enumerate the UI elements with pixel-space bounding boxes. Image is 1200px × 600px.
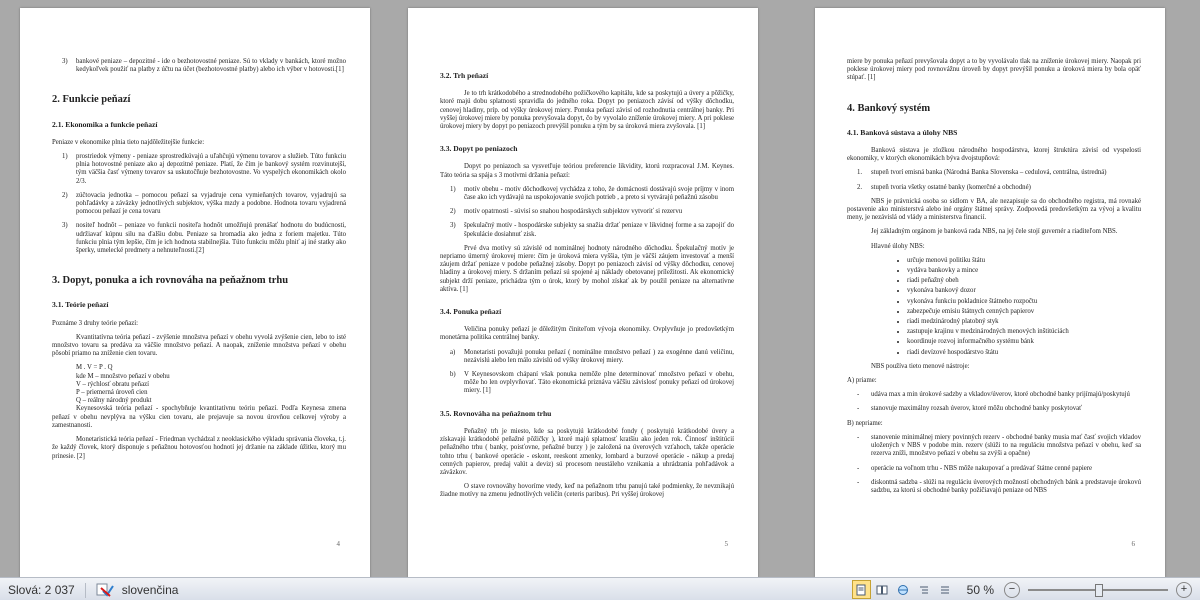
chapter-heading: 4. Bankový systém	[847, 102, 931, 114]
paragraph: B) nepriame:	[847, 419, 883, 427]
zoom-in-button[interactable]: +	[1176, 582, 1192, 598]
list-item-text: bankové peniaze – depozitné - ide o bezhotovostné peniaze. Sú to vklady v bankách, ktoré možno kedykoľvek použiť na platby z účtu na účet (bezhotovostné platby) alebo ich výber v hotovosti.[1]	[76, 58, 346, 74]
section-heading: 4.1. Banková sústava a úlohy NBS	[847, 127, 958, 137]
formula-line: V – rýchlosť obratu peňazí	[76, 380, 149, 388]
chapter-heading: 3. Dopyt, ponuka a ich rovnováha na peňažnom trhu	[52, 275, 289, 287]
list-item-text: špekulačný motív - hospodárske subjekty sa snažia držať peniaze v likvidnej forme a sa zapojiť do špekulácie dosiahnuť zisk.	[464, 222, 734, 238]
list-item-text: motív obehu - motív dôchodkovej vychádza z toho, že domácnosti dostávajú svoje príjmy v inom čase ako ich vydávajú na uspokojovanie svojich potrieb , a preto si vytvárajú peňažnú zásobu	[464, 185, 734, 202]
page-content	[52, 58, 346, 467]
bullet-item: • koordinuje rozvoj informačného systému bánk	[907, 338, 1141, 346]
list-item	[440, 186, 734, 202]
page-content	[847, 58, 1141, 501]
list-item	[847, 465, 1141, 473]
outline-view-button[interactable]	[915, 580, 934, 599]
paragraph: Kvantitatívna teória peňazí - zvýšenie množstva peňazí v obehu vyvolá zvýšenie cien, lebo to isté množstvo tovaru sa predáva za väčšie množstvo peňazí. A naopak, zníženie množstva peňazí v obehu pôsobí priamo na zníženie cien tovaru.	[52, 333, 346, 358]
list-item	[440, 222, 734, 238]
list-item	[847, 391, 1141, 399]
list-item-text: Monetaristi považujú ponuku peňazí ( nominálne množstvo peňazí ) za exogénne danú veličinu, nezávislú alebo len málo závislú od výšky úrokovej miery.	[464, 348, 734, 364]
bullet-item: • zastupuje krajinu v medzinárodných menových inštitúciách	[907, 328, 1141, 336]
section-heading: 3.4. Ponuka peňazí	[440, 307, 502, 317]
status-right	[852, 580, 1192, 599]
web-layout-view-button[interactable]	[894, 580, 913, 599]
list-item	[52, 222, 346, 255]
bullet-list	[847, 257, 1141, 357]
formula-line: Q – reálny národný produkt	[76, 397, 152, 405]
list-item-text: stupeň tvorí emisná banka (Národná Banka Slovenska – cedulová, centrálna, ústredná)	[871, 169, 1107, 177]
list-marker: -	[857, 478, 860, 486]
paragraph: Je to trh krátkodobého a strednodobého požičkového kapitálu, kde sa poskytujú a úvery a pôžičky, ktoré majú dobu splatnosti spravidla do jedného roka. Dopyt po peniazoch závisí od výšky dôchodku, cenovej hladiny, príp. od výšky úrokovej miery. Ponuka peňazí závisí od rozhodnutia centrálnej banky. Pri vyššej úrokovej miere by ponuka prevyšovala dopyt, čo by vyvolalo zníženie úrokovej miery. A pri poklese úrokovej miery by dopyt po peniazoch prevýšil ponuku a tým by sa úroková miera zvyšovala. [1]	[440, 90, 734, 131]
page-content	[440, 58, 734, 506]
list-item	[52, 58, 346, 74]
list-marker: 2)	[450, 208, 456, 216]
paragraph: Monetaristická teória peňazí - Friedman vychádzal z neoklasického výkladu správania človeka, t.j. že každý človek, ktorý disponuje s peňažnou hotovosťou hodnotí jej držanie na základe úžitku, ktorý mu prinesie. [2]	[52, 436, 346, 460]
word-count[interactable]: Slová: 2 037	[8, 583, 75, 597]
list-item-text: V Keynesovskom chápaní však ponuka nemôže plne determinovať množstvo peňazí v obehu, môže ho len ovplyvňovať. Táto ekonomická priznáva väčšiu závislosť ponuky peňazí od úrokovej miery. [1]	[464, 371, 734, 395]
list-item-text: udáva max a min úrokové sadzby a vkladov/úverov, ktoré obchodné banky prijímajú/poskytujú	[871, 391, 1130, 399]
list-marker: -	[857, 405, 860, 413]
paragraph: miere by ponuka peňazí prevyšovala dopyt a to by vyvolávalo tlak na zníženie úrokovej miery. Naopak pri poklese úrokovej miery pod rovnovážnu úroveň by dopyt prevýšil ponuku a úroková miera by bola opäť stúpať. [1]	[847, 58, 1141, 82]
list-item-text: operácie na voľnom trhu - NBS môže nakupovať a predávať štátne cenné papiere	[871, 464, 1093, 472]
list-item-text: nositeľ hodnôt – peniaze vo funkcii nositeľa hodnôt umožňujú prenášať hodnotu do budúcnosti, udržiavať kúpnu silu na ďalšiu dobu. Peniaze sa hromadia ako jedna z foriem majetku. Túto funkciu plnia tým lepšie, čím je ich hodnota stabilnejšia. Túto funkciu môžu plniť aj iné statky ako šperky, umelecké predmety a nehnuteľnosti.[2]	[76, 222, 346, 255]
list-item	[847, 184, 1141, 192]
list-marker: 1)	[450, 185, 456, 193]
spell-check-icon[interactable]	[96, 582, 112, 598]
draft-view-button[interactable]	[936, 580, 955, 599]
list-item	[440, 371, 734, 396]
paragraph: NBS je právnická osoba so sídlom v BA, ale nezapisuje sa do obchodného registra, má rovnaké postavenie ako ministerstvá alebo iné orgány štátnej správy. Zodpovedá predovšetkým za vývoj a kvalitu meny, je nezávislá od vlády a ministerstva financií.	[847, 197, 1141, 222]
list-marker: -	[857, 391, 860, 399]
list-marker: -	[857, 464, 860, 472]
formula-line: kde M – množstvo peňazí v obehu	[76, 372, 170, 380]
bullet-item: • zabezpečuje emisiu štátnych cenných papierov	[907, 308, 1141, 316]
paragraph: Dopyt po peniazoch sa vysvetľuje teóriou preferencie likvidity, ktorú rozpracoval J.M. Keynes. Táto teória sa spája s 3 motívmi držania peňazí:	[440, 163, 734, 179]
list-marker: a)	[450, 348, 456, 356]
bullet-item: • riadi devízové hospodárstvo štátu	[907, 349, 1141, 357]
bullet-item: • určuje menovú politiku štátu	[907, 257, 1141, 265]
bullet-item: • riadi medzinárodný platobný styk	[907, 318, 1141, 326]
list-marker: 3)	[450, 222, 456, 230]
bullet-item: • vydáva bankovky a mince	[907, 267, 1141, 275]
list-item	[847, 434, 1141, 459]
list-marker: 1.	[857, 169, 863, 177]
paragraph: Peniaze v ekonomike plnia tieto najdôležitejšie funkcie:	[52, 138, 205, 146]
page-number: 6	[1131, 539, 1135, 548]
section-heading: 3.3. Dopyt po peniazoch	[440, 144, 518, 154]
paragraph: Veličina ponuky peňazí je dôležitým činiteľom vývoja ekonomiky. Ovplyvňuje jo predovšetkým monetárna politika centrálnej banky.	[440, 326, 734, 342]
list-marker: 2)	[62, 191, 68, 199]
list-marker: 1)	[62, 153, 68, 161]
language-indicator[interactable]: slovenčina	[121, 583, 179, 597]
document-page-5[interactable]	[408, 8, 758, 578]
list-item-text: prostriedok výmeny - peniaze sprostredkúvajú a uľahčujú výmenu tovarov a služieb. Túto funkciu plnia hotovostné peniaze ako aj depozitné peniaze. Platí, že čím je bankový systém rozvinutejší, tým väčšia časť výmeny tovarov sa uskutočňuje bezhotovostne. Vo vyspelých ekonomikách okolo 2/3.	[76, 153, 346, 185]
zoom-slider-thumb[interactable]	[1095, 584, 1103, 597]
list-marker: 2.	[857, 183, 863, 191]
section-heading: 3.1. Teórie peňazí	[52, 300, 109, 310]
paragraph: Banková sústava je zložkou národného hospodárstva, ktorej štruktúra závisí od vyspelosti ekonomiky, v ktorých ekonomikách býva dvojstupňová:	[847, 147, 1141, 163]
list-marker: 3)	[62, 58, 68, 65]
paragraph: Peňažný trh je miesto, kde sa poskytujú krátkodobé fondy ( poskytujú krátkodobé úvery a získavajú krátkodobé peňažné pôžičky ), ktoré majú splatnosť kratšiu ako jeden rok. Činnosť inštitúcií peňažného trhu ( banky, poisťovne, peňažné burzy ) je založená na úverových vzťahoch, takže operácie tohto trhu ( bankové operácie - eskont, reeskont zmenky, lombard a burzové operácie - nákup a predaj cenných papierov, predaj valút a deviz) sú procesom neustáleho vznikania a uhrádzania pohľadávok a záväzkov.	[440, 427, 734, 476]
bullet-item: • vykonáva funkciu pokladnice štátneho rozpočtu	[907, 298, 1141, 306]
list-item	[847, 169, 1141, 177]
bullet-item: • vykonáva bankový dozor	[907, 287, 1141, 295]
list-item	[847, 479, 1141, 495]
list-item-text: motív opatrnosti - súvisí so snahou hospodárskych subjektov vytvoriť si rezervu	[464, 208, 683, 216]
page-number: 5	[724, 539, 728, 548]
list-item-text: diskontná sadzba - slúži na reguláciu úverových možností obchodných bánk a predstavuje úrokovú sadzbu, za ktorú si obchodné banky požičiavajú peniaze od NBS	[871, 478, 1141, 494]
paragraph: Hlavné úlohy NBS:	[871, 242, 925, 250]
list-item-text: stupeň tvoria všetky ostatné banky (komerčné a obchodné)	[871, 183, 1031, 191]
formula-line: P – priemerná úroveň cien	[76, 389, 148, 397]
list-item	[52, 153, 346, 186]
page-number: 4	[336, 539, 340, 548]
list-item	[440, 349, 734, 365]
paragraph: A) priame:	[847, 377, 877, 385]
paragraph: Prvé dva motívy sú závislé od nominálnej hodnoty národného dôchodku. Špekulačný motív je nepriamo úmerný úrokovej miere: čím je úroková miera vyššia, tým je väčší záujem investovať a menší záujem držať peniaze v podobe peňažnej zásoby. Dopyt po peniazoch závisí od výšky dôchodku, cenovej hladiny a úrokovej miery. S držaním peňazí sú spojené aj náklady obetovanej príležitosti. Ak ekonomický subjekt drží peniaze, prichádza tým o úrok, ktorý by mohol získať ak by použil peniaze na alternatívne aktíva. [1]	[440, 244, 734, 293]
paragraph: NBS používa tieto menové nástroje:	[871, 362, 970, 370]
formula-line: M . V = P . Q	[76, 364, 113, 372]
section-heading: 3.2. Trh peňazí	[440, 71, 489, 80]
list-marker: b)	[450, 371, 456, 379]
bullet-item: • riadi peňažný obeh	[907, 277, 1141, 285]
print-layout-view-button[interactable]	[852, 580, 871, 599]
list-item-text: zúčtovacia jednotka – pomocou peňazí sa vyjadruje cena vymieňaných tovarov, vyjadrujú sa pohľadávky a záväzky jednotlivých subjektov, výška mzdy a podobne. Hodnota tovaru vyjadrená pomocou peňazí je cena tovaru	[76, 191, 346, 216]
list-item	[847, 405, 1141, 413]
zoom-level[interactable]: 50 %	[966, 582, 994, 597]
document-page-4[interactable]	[20, 8, 370, 578]
zoom-out-button[interactable]: −	[1004, 582, 1020, 598]
paragraph: O stave rovnováhy hovoríme vtedy, keď na peňažnom trhu panujú také podmienky, že nevznikajú žiadne motívy na zmenu jednotlivých veličín (ceteris paribus). Pri vyššej úrokovej	[440, 483, 734, 499]
list-item-text: stanovenie minimálnej miery povinných rezerv - obchodné banky musia mať časť svojich vkladov uložených v NBS v podobe min. rezerv (slúži to na reguláciu množstva peňazí v obehu, keď sa rezerva zníži, množstvo peňazí v obehu sa zvýši a opačne)	[871, 433, 1141, 458]
list-item-text: stanovuje maximálny rozsah úverov, ktoré môžu obchodné banky poskytovať	[871, 405, 1083, 413]
zoom-slider[interactable]	[1028, 589, 1168, 591]
list-marker: -	[857, 433, 860, 441]
divider	[85, 583, 86, 598]
status-left	[8, 582, 178, 598]
list-item	[440, 208, 734, 216]
section-heading: 2.1. Ekonomika a funkcie peňazí	[52, 119, 158, 129]
paragraph: Jej základným orgánom je banková rada NBS, na jej čele stojí guvernér a riaditeľom NBS.	[871, 228, 1118, 236]
list-item	[52, 192, 346, 217]
chapter-heading: 2. Funkcie peňazí	[52, 94, 131, 106]
paragraph: Keynesovská teória peňazí - spochybňuje kvantitatívnu teóriu peňazí. Podľa Keynesa zmena peňazí v obehu nevplýva na výšku cien tovaru, ale prejavuje sa novou úrovňou celkovej výroby a zamestnanosti.	[52, 405, 346, 429]
list-marker: 3)	[62, 222, 68, 230]
document-page-6[interactable]	[815, 8, 1165, 578]
section-heading: 3.5. Rovnováha na peňažnom trhu	[440, 408, 552, 418]
status-bar	[0, 577, 1200, 600]
full-screen-reading-view-button[interactable]	[873, 580, 892, 599]
paragraph: Poznáme 3 druhy teórie peňazí:	[52, 319, 139, 327]
